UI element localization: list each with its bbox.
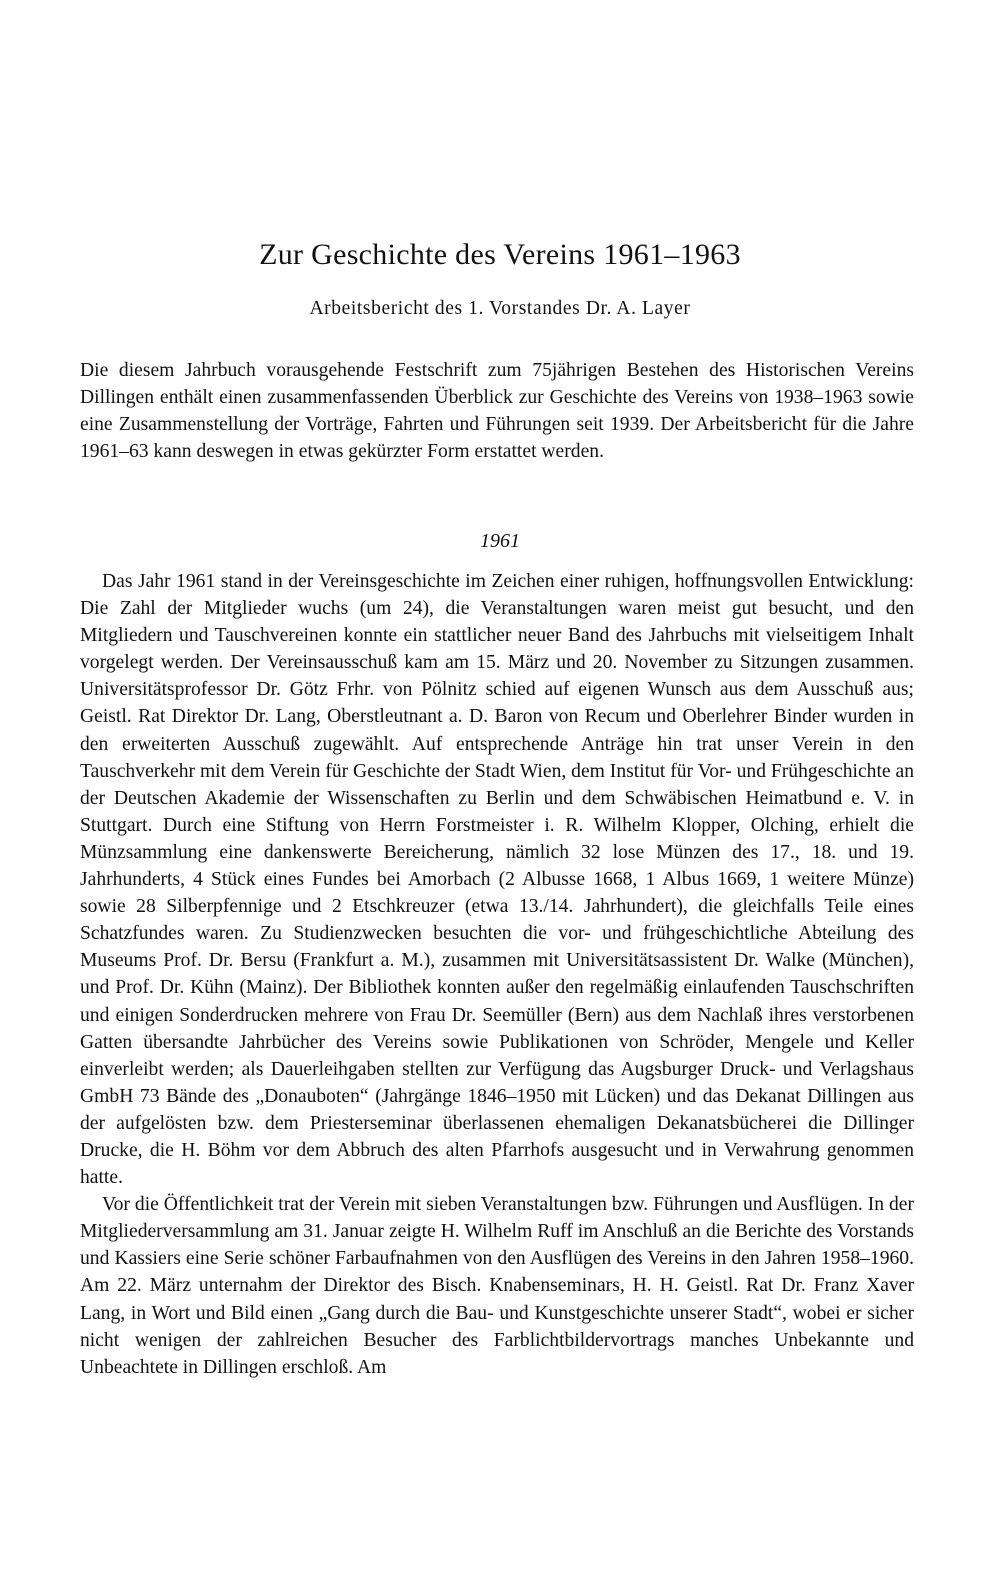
intro-paragraph: Die diesem Jahrbuch vorausgehende Festschrift zum 75jährigen Bestehen des Historischen Vereins Dillingen enthält einen zusammenfassenden Überblick zur Geschichte des Vereins von 1938–1963 sowie eine Zusammenstellung der Vorträge, Fahrten und Führungen seit 1939. Der Arbeitsbericht für die Jahre 1961–63 kann deswegen in etwas gekürzter Form erstattet werden. (80, 360, 914, 463)
body-paragraph: Vor die Öffentlichkeit trat der Verein mit sieben Veranstaltungen bzw. Führungen und Ausflügen. In der Mitgliederversammlung am 31. Januar zeigte H. Wilhelm Ruff im Anschluß an die Berichte des Vorstands und Kassiers eine Serie schöner Farbaufnahmen von den Ausflügen des Vereins in den Jahren 1958–1960. Am 22. März unternahm der Direktor des Bisch. Knabenseminars, H. H. Geistl. Rat Dr. Franz Xaver Lang, in Wort und Bild einen „Gang durch die Bau- und Kunstgeschichte unserer Stadt“, wobei er sicher nicht wenigen der zahlreichen Besucher des Farblichtbildervortrags manches Unbekannte und Unbeachtete in Dillingen erschloß. Am (80, 1194, 914, 1378)
page-title: Zur Geschichte des Vereins 1961–1963 (259, 238, 741, 271)
section-year-heading: 1961 (480, 530, 520, 552)
page-subtitle: Arbeitsbericht des 1. Vorstandes Dr. A. Layer (309, 298, 691, 319)
section-body (80, 568, 914, 1381)
body-paragraph: Das Jahr 1961 stand in der Vereinsgeschichte im Zeichen einer ruhigen, hoffnungsvollen Entwicklung: Die Zahl der Mitglieder wuchs (um 24), die Veranstaltungen waren meist gut besucht, und den Mitgliedern und Tauschvereinen konnte ein stattlicher neuer Band des Jahrbuchs mit vielseitigem Inhalt vorgelegt werden. Der Vereinsausschuß kam am 15. März und 20. November zu Sitzungen zusammen. Universitätsprofessor Dr. Götz Frhr. von Pölnitz schied auf eigenen Wunsch aus dem Ausschuß aus; Geistl. Rat Direktor Dr. Lang, Oberstleutnant a. D. Baron von Recum und Oberlehrer Binder wurden in den erweiterten Ausschuß zugewählt. Auf entsprechende Anträge hin trat unser Verein in den Tauschverkehr mit dem Verein für Geschichte der Stadt Wien, dem Institut für Vor- und Frühgeschichte an der Deutschen Akademie der Wissenschaften zu Berlin und dem Schwäbischen Heimatbund e. V. in Stuttgart. Durch eine Stiftung von Herrn Forstmeister i. R. Wilhelm Klopper, Olching, erhielt die Münzsammlung eine dankenswerte Bereicherung, nämlich 32 lose Münzen des 17., 18. und 19. Jahrhunderts, 4 Stück eines Fundes bei Amorbach (2 Albusse 1668, 1 Albus 1669, 1 weitere Münze) sowie 28 Silberpfennige und 2 Etschkreuzer (etwa 13./14. Jahrhundert), die gleichfalls Teile eines Schatzfundes waren. Zu Studienzwecken besuchten die vor- und frühgeschichtliche Abteilung des Museums Prof. Dr. Bersu (Frankfurt a. M.), zusammen mit Universitätsassistent Dr. Walke (München), und Prof. Dr. Kühn (Mainz). Der Bibliothek konnten außer den regelmäßig einlaufenden Tauschschriften und einigen Sonderdrucken mehrere von Frau Dr. Seemüller (Bern) aus dem Nachlaß ihres verstorbenen Gatten übersandte Jahrbücher des Vereins sowie Publikationen von Schröder, Mengele und Keller einverleibt werden; als Dauerleihgaben stellten zur Verfügung das Augsburger Druck- und Verlagshaus GmbH 73 Bände des „Donauboten“ (Jahrgänge 1846–1950 mit Lücken) und das Dekanat Dillingen aus der aufgelösten bzw. dem Priesterseminar überlassenen ehemaligen Dekanatsbücherei die Dillinger Drucke, die H. Böhm vor dem Abbruch des alten Pfarrhofs ausgesucht und in Verwahrung genommen hatte. (80, 571, 914, 1189)
